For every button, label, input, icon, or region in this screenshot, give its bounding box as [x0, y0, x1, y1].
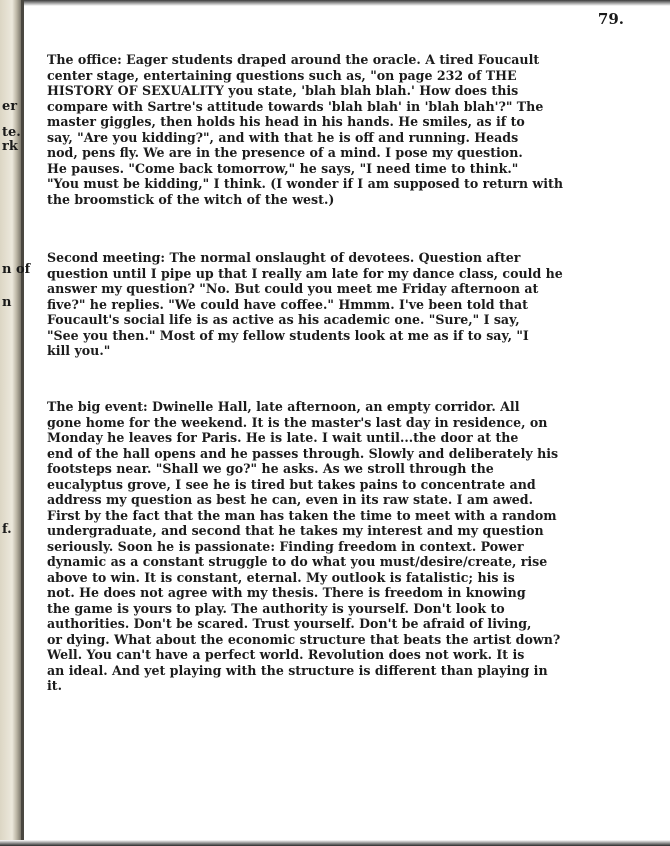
text-line: Foucault's social life is as active as his academic one. "Sure," I say, [47, 312, 520, 327]
text-line: answer my question? "No. But could you meet me Friday afternoon at [47, 281, 539, 296]
text-line: He pauses. "Come back tomorrow," he says, "I need time to think." [47, 160, 519, 176]
text-line: master giggles, then holds his head in his hands. He smiles, as if to [47, 114, 525, 129]
text-line: The big event: Dwinelle Hall, late afternoon, an empty corridor. All [47, 399, 520, 414]
text-line: kill you." [47, 343, 111, 358]
text-line: dynamic as a constant struggle to do what you must/desire/create, rise [47, 554, 548, 569]
margin-fragment: f. [2, 522, 12, 537]
text-line: question until I pipe up that I really am late for my dance class, could he [47, 265, 563, 281]
text-line: five?" he replies. "We could have coffee." Hmmm. I've been told that [47, 296, 528, 312]
paragraph-big-event [47, 399, 659, 694]
text-line: Well. You can't have a perfect world. Revolution does not work. It is [47, 647, 525, 662]
text-line: "See you then." Most of my fellow students look at me as if to say, "I [47, 327, 529, 343]
page-number: 79. [597, 10, 624, 28]
text-line: an ideal. And yet playing with the structure is different than playing in [47, 662, 548, 678]
bottom-edge-shadow [0, 840, 670, 846]
margin-fragment: rk [2, 139, 18, 154]
text-line: the game is yours to play. The authority is yourself. Don't look to [47, 600, 505, 616]
text-line: end of the hall opens and he passes through. Slowly and deliberately his [47, 445, 559, 461]
top-edge-shadow [0, 0, 670, 6]
text-line: footsteps near. "Shall we go?" he asks. As we stroll through the [47, 461, 494, 476]
text-line: say, "Are you kidding?", and with that he is off and running. Heads [47, 129, 519, 145]
text-line: HISTORY OF SEXUALITY you state, 'blah blah blah.' How does this [47, 83, 519, 98]
text-line: the broomstick of the witch of the west.) [47, 191, 335, 207]
text-line: compare with Sartre's attitude towards 'blah blah' in 'blah blah'?" The [47, 98, 544, 114]
text-line: not. He does not agree with my thesis. There is freedom in knowing [47, 585, 526, 600]
text-line: "You must be kidding," I think. (I wonder if I am supposed to return with [47, 176, 564, 191]
paragraph-office [47, 52, 659, 207]
binding-edge [21, 0, 24, 846]
text-line: Monday he leaves for Paris. He is late. I wait until...the door at the [47, 430, 519, 445]
text-line: authorities. Don't be scared. Trust yourself. Don't be afraid of living, [47, 616, 532, 631]
text-line: it. [47, 678, 62, 693]
text-line: or dying. What about the economic structure that beats the artist down? [47, 631, 561, 647]
text-line: nod, pens fly. We are in the presence of a mind. I pose my question. [47, 145, 523, 160]
margin-fragment: n of [2, 262, 31, 277]
text-line: Second meeting: The normal onslaught of devotees. Question after [47, 250, 521, 265]
text-line: First by the fact that the man has taken the time to meet with a random [47, 507, 557, 523]
text-line: gone home for the weekend. It is the master's last day in residence, on [47, 414, 548, 430]
text-line: seriously. Soon he is passionate: Finding freedom in context. Power [47, 538, 524, 554]
text-line: The office: Eager students draped around the oracle. A tired Foucault [47, 52, 540, 67]
text-line: above to win. It is constant, eternal. My outlook is fatalistic; his is [47, 569, 515, 585]
text-line: center stage, entertaining questions such as, "on page 232 of THE [47, 67, 517, 83]
margin-fragment: te. [2, 125, 21, 140]
paragraph-second-meeting [47, 250, 659, 359]
text-line: undergraduate, and second that he takes my interest and my question [47, 523, 544, 538]
margin-fragment: er [2, 99, 18, 114]
text-line: address my question as best he can, even in its raw state. I am awed. [47, 492, 533, 507]
margin-fragment: n [2, 295, 12, 310]
text-line: eucalyptus grove, I see he is tired but takes pains to concentrate and [47, 476, 536, 492]
